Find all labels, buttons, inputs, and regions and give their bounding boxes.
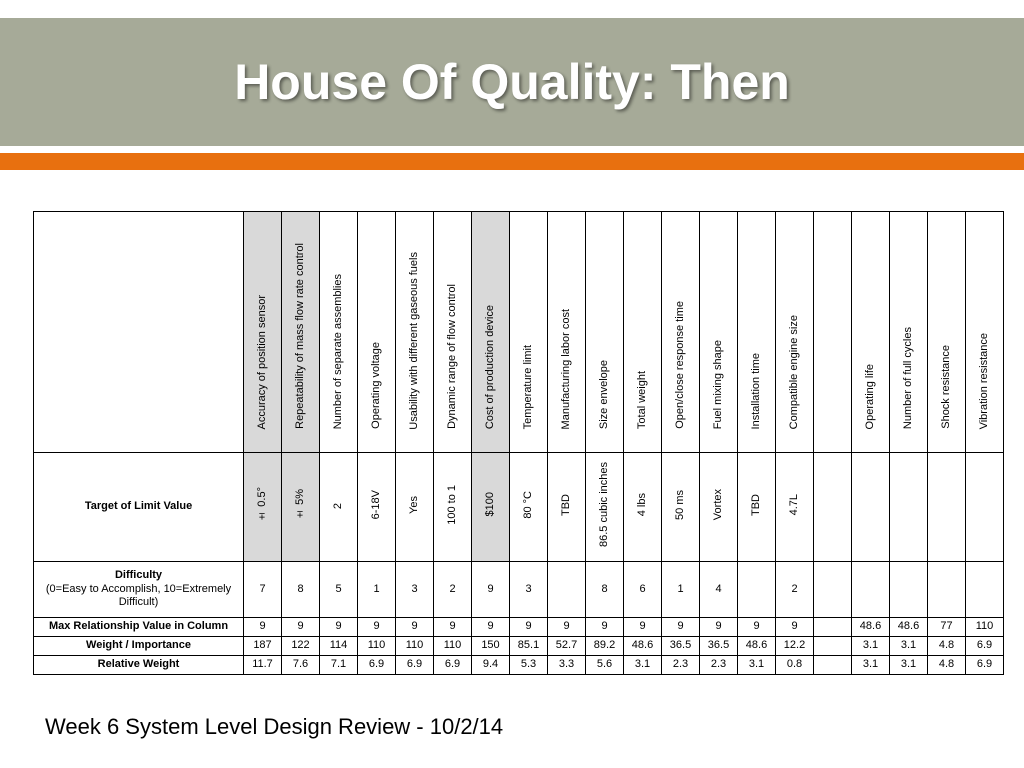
difficulty-cell: 3 — [396, 562, 434, 618]
header-cell-text: Shock resistance — [939, 345, 952, 430]
engineering-characteristics-row — [34, 212, 1004, 453]
relative-weight-row — [34, 656, 1004, 675]
target-cell — [928, 453, 966, 562]
header-cell — [244, 212, 282, 453]
weight-row-label: Weight / Importance — [34, 637, 244, 656]
weight-cell: 89.2 — [586, 637, 624, 656]
slide-footer: Week 6 System Level Design Review - 10/2/14 — [45, 714, 504, 739]
target-cell — [662, 453, 700, 562]
max-relationship-cell: 9 — [738, 618, 776, 637]
weight-cell: 52.7 — [548, 637, 586, 656]
relative-weight-cell: 5.6 — [586, 656, 624, 675]
target-cell — [586, 453, 624, 562]
header-cell-text: Temperature limit — [521, 344, 534, 430]
difficulty-cell: 2 — [434, 562, 472, 618]
weight-cell: 48.6 — [738, 637, 776, 656]
target-cell — [548, 453, 586, 562]
difficulty-title: Difficulty — [114, 568, 163, 581]
weight-cell: 3.1 — [852, 637, 890, 656]
difficulty-cell: 1 — [662, 562, 700, 618]
target-cell-text: 2 — [331, 503, 344, 510]
header-cell-text: Accuracy of position sensor — [255, 294, 268, 430]
difficulty-cell: 6 — [624, 562, 662, 618]
max-relationship-cell: 9 — [548, 618, 586, 637]
difficulty-cell — [966, 562, 1004, 618]
difficulty-cell: 8 — [282, 562, 320, 618]
weight-cell: 48.6 — [624, 637, 662, 656]
target-cell-text: ± 0.5° — [255, 487, 268, 522]
weight-cell: 150 — [472, 637, 510, 656]
target-cell — [738, 453, 776, 562]
header-cell-text: Number of full cycles — [901, 327, 914, 430]
max-relationship-cell: 110 — [966, 618, 1004, 637]
header-cell — [966, 212, 1004, 453]
max-relationship-cell: 48.6 — [852, 618, 890, 637]
relative-weight-cell: 2.3 — [700, 656, 738, 675]
target-cell-text: 100 to 1 — [445, 484, 458, 525]
relative-weight-cell: 3.1 — [624, 656, 662, 675]
relative-weight-cell: 9.4 — [472, 656, 510, 675]
target-cell-text: 50 ms — [673, 489, 686, 520]
relative-weight-cell: 5.3 — [510, 656, 548, 675]
slide-title: House Of Quality: Then — [234, 54, 790, 110]
weight-cell: 36.5 — [662, 637, 700, 656]
relative-weight-cell: 4.8 — [928, 656, 966, 675]
header-cell — [320, 212, 358, 453]
weight-cell: 4.8 — [928, 637, 966, 656]
max-relationship-cell: 9 — [586, 618, 624, 637]
weight-cell: 6.9 — [966, 637, 1004, 656]
target-cell — [472, 453, 510, 562]
target-cell — [244, 453, 282, 562]
header-cell-text: Installation time — [749, 352, 762, 430]
relative-weight-cell: 6.9 — [396, 656, 434, 675]
relative-weight-cell: 6.9 — [966, 656, 1004, 675]
target-cell-text: 4 lbs — [635, 493, 648, 517]
target-cell-text: 86.5 cubic inches — [597, 462, 610, 548]
header-cell — [472, 212, 510, 453]
difficulty-cell: 5 — [320, 562, 358, 618]
difficulty-cell: 8 — [586, 562, 624, 618]
target-cell-text: TBD — [559, 493, 572, 516]
header-cell-text: Open/close response time — [673, 301, 686, 430]
header-cell — [662, 212, 700, 453]
relative-weight-cell: 7.1 — [320, 656, 358, 675]
target-cell-text: ± 5% — [293, 489, 306, 521]
difficulty-cell: 7 — [244, 562, 282, 618]
difficulty-cell: 2 — [776, 562, 814, 618]
target-cell — [890, 453, 928, 562]
header-cell-text: Compatible engine size — [787, 314, 800, 430]
max-relationship-cell: 9 — [472, 618, 510, 637]
header-cell-text: Manufacturing labor cost — [559, 308, 572, 430]
difficulty-cell — [852, 562, 890, 618]
max-relationship-cell: 77 — [928, 618, 966, 637]
weight-cell: 110 — [358, 637, 396, 656]
max-relationship-cell: 48.6 — [890, 618, 928, 637]
house-of-quality-table — [33, 211, 1004, 675]
header-cell — [434, 212, 472, 453]
weight-cell — [814, 637, 852, 656]
target-cell-text: $100 — [483, 492, 496, 517]
target-cell — [320, 453, 358, 562]
target-cell-text: 80 °C — [521, 490, 534, 519]
difficulty-cell: 4 — [700, 562, 738, 618]
header-cell-text: Usability with different gaseous fuels — [407, 251, 420, 430]
relative-weight-cell: 3.1 — [852, 656, 890, 675]
max-relationship-cell: 9 — [396, 618, 434, 637]
relative-weight-cell: 6.9 — [434, 656, 472, 675]
difficulty-cell: 1 — [358, 562, 396, 618]
max-relationship-cell: 9 — [282, 618, 320, 637]
max-relationship-row-label: Max Relationship Value in Column — [34, 618, 244, 637]
max-relationship-cell: 9 — [662, 618, 700, 637]
target-cell-text: TBD — [749, 493, 762, 516]
max-relationship-cell: 9 — [358, 618, 396, 637]
target-row — [34, 453, 1004, 562]
header-cell — [700, 212, 738, 453]
max-relationship-cell: 9 — [510, 618, 548, 637]
header-cell — [358, 212, 396, 453]
max-relationship-cell: 9 — [776, 618, 814, 637]
header-cell — [738, 212, 776, 453]
relative-weight-cell — [814, 656, 852, 675]
max-relationship-cell: 9 — [624, 618, 662, 637]
target-cell — [434, 453, 472, 562]
difficulty-cell — [814, 562, 852, 618]
difficulty-row-label — [34, 562, 244, 618]
accent-stripe — [0, 153, 1024, 170]
weight-cell: 187 — [244, 637, 282, 656]
weight-cell: 85.1 — [510, 637, 548, 656]
weight-cell: 36.5 — [700, 637, 738, 656]
header-cell-text: Operating life — [863, 363, 876, 430]
weight-cell: 3.1 — [890, 637, 928, 656]
relative-weight-cell: 11.7 — [244, 656, 282, 675]
header-cell — [624, 212, 662, 453]
difficulty-cell: 9 — [472, 562, 510, 618]
max-relationship-cell: 9 — [244, 618, 282, 637]
difficulty-row — [34, 562, 1004, 618]
weight-cell: 110 — [396, 637, 434, 656]
weight-row — [34, 637, 1004, 656]
target-cell — [852, 453, 890, 562]
header-cell-text: Number of separate assemblies — [331, 273, 344, 430]
relative-weight-cell: 3.1 — [738, 656, 776, 675]
header-cell-text: Operating voltage — [369, 342, 382, 430]
header-cell — [890, 212, 928, 453]
header-cell — [396, 212, 434, 453]
target-cell-text: Yes — [407, 495, 420, 514]
header-cell — [814, 212, 852, 453]
target-cell — [358, 453, 396, 562]
header-cell — [776, 212, 814, 453]
weight-cell: 114 — [320, 637, 358, 656]
difficulty-cell — [890, 562, 928, 618]
header-cell-text: Repeatability of mass flow rate control — [293, 243, 306, 430]
target-cell — [510, 453, 548, 562]
header-cell — [548, 212, 586, 453]
header-cell — [852, 212, 890, 453]
max-relationship-row — [34, 618, 1004, 637]
header-cell-text: Total weight — [635, 371, 648, 430]
header-cell — [586, 212, 624, 453]
difficulty-cell — [928, 562, 966, 618]
header-cell — [282, 212, 320, 453]
relative-weight-row-label: Relative Weight — [34, 656, 244, 675]
target-cell-text: 6-18V — [369, 489, 382, 520]
difficulty-cell — [548, 562, 586, 618]
corner-cell — [34, 212, 244, 453]
relative-weight-cell: 7.6 — [282, 656, 320, 675]
relative-weight-cell: 3.1 — [890, 656, 928, 675]
relative-weight-cell: 6.9 — [358, 656, 396, 675]
weight-cell: 122 — [282, 637, 320, 656]
target-cell-text: Vortex — [711, 489, 724, 521]
target-row-label: Target of Limit Value — [34, 453, 244, 562]
weight-cell: 12.2 — [776, 637, 814, 656]
header-cell-text: Vibration resistance — [977, 332, 990, 430]
target-cell — [814, 453, 852, 562]
relative-weight-cell: 0.8 — [776, 656, 814, 675]
difficulty-scale: (0=Easy to Accomplish, 10=Extremely Difficult) — [45, 582, 232, 609]
header-cell — [928, 212, 966, 453]
difficulty-cell — [738, 562, 776, 618]
target-cell — [396, 453, 434, 562]
max-relationship-cell: 9 — [320, 618, 358, 637]
difficulty-cell: 3 — [510, 562, 548, 618]
header-cell-text: Size envelope — [597, 360, 610, 430]
target-cell — [776, 453, 814, 562]
header-cell-text: Dynamic range of flow control — [445, 284, 458, 430]
relative-weight-cell: 3.3 — [548, 656, 586, 675]
relative-weight-cell: 2.3 — [662, 656, 700, 675]
max-relationship-cell: 9 — [434, 618, 472, 637]
header-cell-text: Fuel mixing shape — [711, 339, 724, 430]
target-cell — [966, 453, 1004, 562]
target-cell — [700, 453, 738, 562]
target-cell — [624, 453, 662, 562]
target-cell-text: 4.7L — [787, 493, 800, 516]
weight-cell: 110 — [434, 637, 472, 656]
header-cell-text: Cost of production device — [483, 305, 496, 430]
max-relationship-cell: 9 — [700, 618, 738, 637]
target-cell — [282, 453, 320, 562]
header-cell — [510, 212, 548, 453]
max-relationship-cell — [814, 618, 852, 637]
